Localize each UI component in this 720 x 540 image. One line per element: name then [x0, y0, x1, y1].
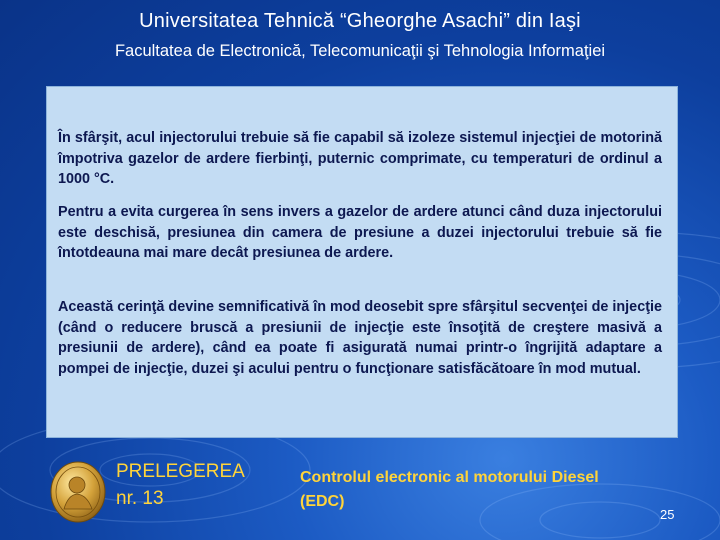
- page-number: 25: [660, 507, 675, 522]
- faculty-title: Facultatea de Electronică, Telecomunicaţii şi Tehnologia Informaţiei: [114, 42, 606, 60]
- paragraph-1: În sfârşit, acul injectorului trebuie să fie capabil să izoleze sistemul injecţiei de motorină împotriva gazelor de ardere fierbinţi, puternic comprimate, cu temperaturi de ordinul a 1000 °C.: [58, 130, 662, 187]
- paragraph-3: Această cerinţă devine semnificativă în mod deosebit spre sfârşitul secvenţei de injecţie (când o reducere bruscă a presiunii de injecţie este însoţită de creştere masivă a presiunii de ardere), când ea poate fi asigurată numai printr-o îngrijită adaptare a pompei de injecţie, duzei şi acului pentru o funcţionare satisfăcătoare în mod mutual.: [58, 299, 662, 377]
- course-title: Controlul electronic al motorului Diesel (EDC): [300, 469, 599, 510]
- university-title: Universitatea Tehnică “Gheorghe Asachi” din Iaşi: [139, 10, 581, 32]
- university-medal-logo: [50, 461, 106, 523]
- lecture-number: nr. 13: [116, 488, 164, 509]
- lecture-label: [116, 458, 245, 512]
- lecture-title: PRELEGEREA: [116, 461, 245, 482]
- paragraph-2: Pentru a evita curgerea în sens invers a gazelor de ardere atunci când duza injectorului este deschisă, presiunea din camera de presiune a duzei injectorului trebuie să fie întotdeauna mai mare decât presiunea de ardere.: [58, 204, 662, 261]
